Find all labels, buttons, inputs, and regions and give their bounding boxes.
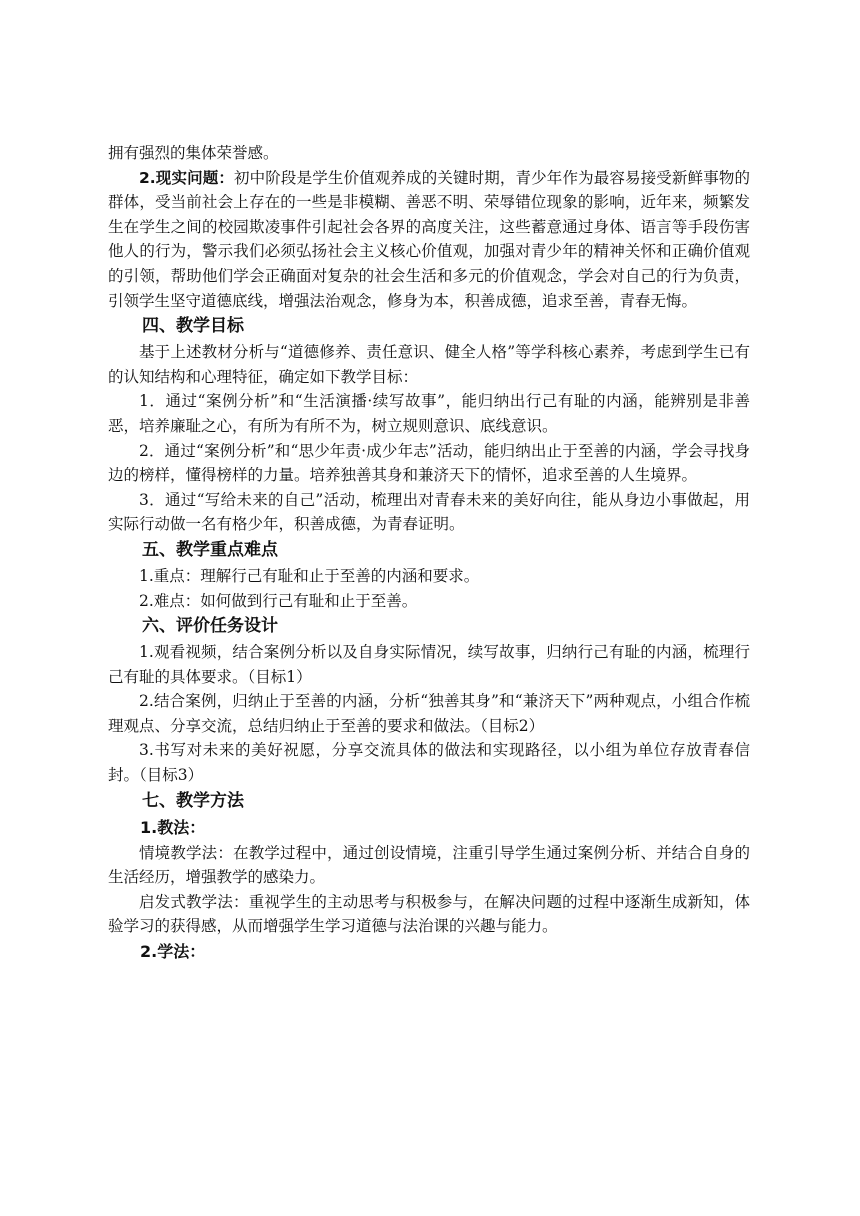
objective-3: 3．通过“写给未来的自己”活动，梳理出对青春未来的美好向往，能从身边小事做起，用实际行动做一名有格少年，积善成德，为青春证明。 [108,490,750,534]
section-5-heading: 五、教学重点难点 [142,539,278,560]
evaluation-task-2: 2.结合案例，归纳止于至善的内涵，分析“独善其身”和“兼济天下”两种观点，小组合作梳理观点、分享交流，总结归纳止于至善的要求和做法。（目标2） [108,692,750,735]
situational-method: 情境教学法：在教学过程中，通过创设情境，注重引导学生通过案例分析、并结合自身的生活经历，增强教学的感染力。 [108,843,750,887]
section-4-intro: 基于上述教材分析与“道德修养、责任意识、健全人格”等学科核心素养，考虑到学生已有的认知结构和心理特征，确定如下教学目标： [108,343,750,386]
difficult-point: 2.难点：如何做到行己有耻和止于至善。 [139,591,418,610]
section-7-heading: 七、教学方法 [142,790,244,811]
learning-method-label: 2.学法： [140,942,206,962]
document-page [108,141,750,965]
objective-2: 2．通过“案例分析”和“思少年责·成少年志”活动，能归纳出止于至善的内涵，学会寻找身边的榜样，懂得榜样的力量。培养独善其身和兼济天下的情怀，追求至善的人生境界。 [108,441,750,485]
section-4-heading: 四、教学目标 [142,316,244,337]
real-problem-paragraph [108,166,750,314]
real-problem-text: 初中阶段是学生价值观养成的关键时期，青少年作为最容易接受新鲜事物的群体，受当前社会上存在的一些是非模糊、善恶不明、荣辱错位现象的影响，近年来，频繁发生在学生之间的校园欺凌事件引起社会各界的高度关注，这些蓄意通过身体、语言等手段伤害他人的行为，警示我们必须弘扬社会主义核心价值观，加强对青少年的精神关怀和正确价值观的引领，帮助他们学会正确面对复杂的社会生活和多元的价值观念，学会对自己的行为负责，引领学生坚守道德底线，增强法治观念，修身为本，积善成德，追求至善，青春无悔。 [108,168,750,310]
evaluation-task-3: 3.书写对未来的美好祝愿，分享交流具体的做法和实现路径，以小组为单位存放青春信封。（目标3） [108,741,750,785]
key-point: 1.重点：理解行己有耻和止于至善的内涵和要求。 [139,566,480,585]
section-6-heading: 六、评价任务设计 [142,616,278,637]
real-problem-label: 2.现实问题： [139,168,235,187]
intro-tail: 拥有强烈的集体荣誉感。 [108,144,279,162]
evaluation-task-1: 1.观看视频，结合案例分析以及自身实际情况，续写故事，归纳行己有耻的内涵，梳理行己有耻的具体要求。（目标1） [108,643,750,686]
heuristic-method: 启发式教学法：重视学生的主动思考与积极参与，在解决问题的过程中逐渐生成新知，体验学习的获得感，从而增强学生学习道德与法治课的兴趣与能力。 [108,892,750,936]
teaching-method-label: 1.教法： [140,817,206,837]
objective-1: 1．通过“案例分析”和“生活演播·续写故事”，能归纳出行己有耻的内涵，能辨别是非善恶，培养廉耻之心，有所为有所不为，树立规则意识、底线意识。 [108,392,750,435]
